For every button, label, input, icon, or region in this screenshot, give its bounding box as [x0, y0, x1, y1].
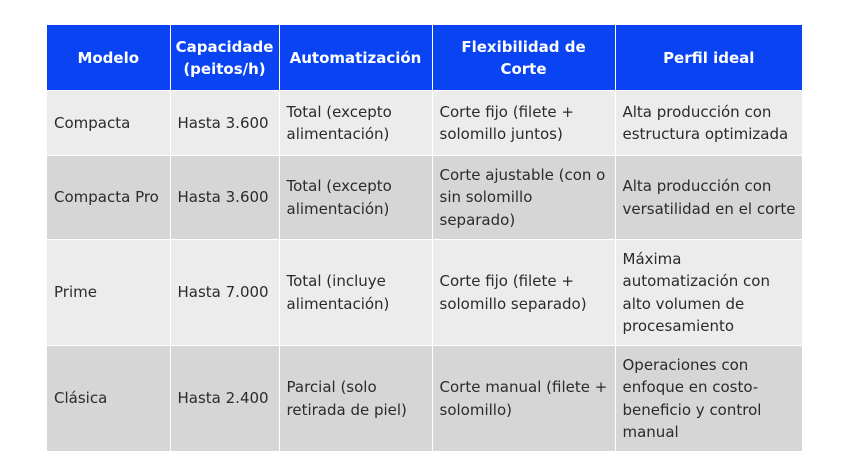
cell-perfil: Máxima automatización con alto volumen de procesamiento	[615, 240, 802, 346]
header-capacidade: Capacidade (peitos/h)	[170, 25, 279, 91]
table-row	[47, 91, 802, 156]
header-automatizacion: Automatización	[279, 25, 432, 91]
cell-automatizacion: Total (excepto alimentación)	[279, 91, 432, 156]
header-perfil: Perfil ideal	[615, 25, 802, 91]
cell-modelo: Compacta	[47, 91, 170, 156]
table-row	[47, 346, 802, 452]
header-modelo: Modelo	[47, 25, 170, 91]
comparison-table-container	[47, 25, 802, 451]
table-row	[47, 156, 802, 240]
table-header-row	[47, 25, 802, 91]
table-row	[47, 240, 802, 346]
cell-capacidade: Hasta 2.400	[170, 346, 279, 452]
cell-modelo: Clásica	[47, 346, 170, 452]
cell-modelo: Prime	[47, 240, 170, 346]
header-flexibilidad: Flexibilidad de Corte	[432, 25, 615, 91]
cell-flexibilidad: Corte manual (filete + solomillo)	[432, 346, 615, 452]
cell-flexibilidad: Corte ajustable (con o sin solomillo separado)	[432, 156, 615, 240]
cell-perfil: Alta producción con estructura optimizada	[615, 91, 802, 156]
cell-modelo: Compacta Pro	[47, 156, 170, 240]
cell-perfil: Operaciones con enfoque en costo-beneficio y control manual	[615, 346, 802, 452]
model-comparison-table	[47, 25, 802, 451]
cell-automatizacion: Parcial (solo retirada de piel)	[279, 346, 432, 452]
cell-capacidade: Hasta 3.600	[170, 91, 279, 156]
cell-automatizacion: Total (excepto alimentación)	[279, 156, 432, 240]
cell-automatizacion: Total (incluye alimentación)	[279, 240, 432, 346]
cell-flexibilidad: Corte fijo (filete + solomillo juntos)	[432, 91, 615, 156]
cell-capacidade: Hasta 3.600	[170, 156, 279, 240]
cell-perfil: Alta producción con versatilidad en el corte	[615, 156, 802, 240]
cell-flexibilidad: Corte fijo (filete + solomillo separado)	[432, 240, 615, 346]
cell-capacidade: Hasta 7.000	[170, 240, 279, 346]
